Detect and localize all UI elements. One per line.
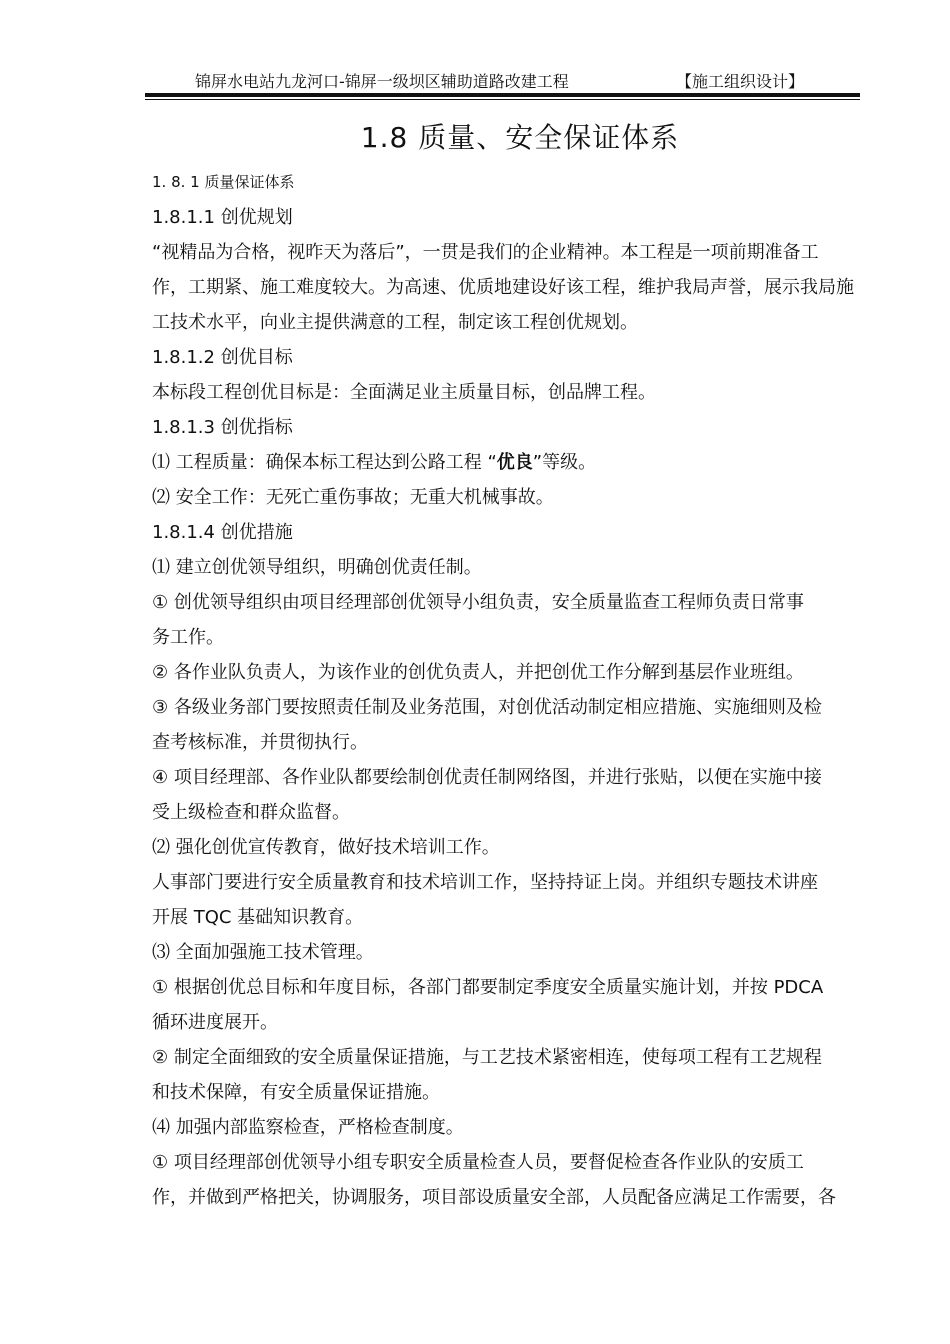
list-item: ① 根据创优总目标和年度目标，各部门都要制定季度安全质量实施计划，并按 PDCA [152,977,824,998]
subsection-heading: 1.8.1.1 创优规划 [152,207,293,228]
paragraph-line: 人事部门要进行安全质量教育和技术培训工作，坚持持证上岗。并组织专题技术讲座 [152,872,818,893]
header-doc-type: 【施工组织设计】 [675,72,804,91]
paragraph-line: 工技术水平，向业主提供满意的工程，制定该工程创优规划。 [152,312,638,333]
list-item: ⑵ 安全工作：无死亡重伤事故；无重大机械事故。 [152,487,554,508]
paragraph-line: “视精品为合格，视昨天为落后”，一贯是我们的企业精神。本工程是一项前期准备工 [152,242,819,263]
subsection-heading: 1.8.1.3 创优指标 [152,417,293,438]
subsection-heading: 1. 8. 1 质量保证体系 [152,173,295,191]
header-rule-thick [145,93,860,97]
list-item: ① 创优领导组织由项目经理部创优领导小组负责，安全质量监查工程师负责日常事 [152,592,804,613]
header-rule-thin [145,99,860,100]
paragraph-line: 务工作。 [152,627,224,648]
paragraph-line: 查考核标准，并贯彻执行。 [152,732,368,753]
paragraph-line: 作，工期紧、施工难度较大。为高速、优质地建设好该工程，维护我局声誉，展示我局施 [152,277,854,298]
list-item: ⑵ 强化创优宣传教育，做好技术培训工作。 [152,837,500,858]
document-body [152,165,857,1215]
paragraph-line: 作，并做到严格把关，协调服务，项目部设质量安全部，人员配备应满足工作需要，各 [152,1187,836,1208]
page-header [145,66,860,94]
list-item: ⑴ 建立创优领导组织，明确创优责任制。 [152,557,482,578]
list-item: ① 项目经理部创优领导小组专职安全质量检查人员，要督促检查各作业队的安质工 [152,1152,804,1173]
list-item [152,445,857,480]
list-item-text: ⑴ 工程质量：确保本标工程达到公路工程 “ [152,452,497,473]
list-item: ② 各作业队负责人，为该作业的创优负责人，并把创优工作分解到基层作业班组。 [152,662,804,683]
subsection-heading: 1.8.1.2 创优目标 [152,347,293,368]
bold-grade: 优良 [496,452,533,473]
paragraph-line: 循环进度展开。 [152,1012,278,1033]
list-item: ⑷ 加强内部监察检查，严格检查制度。 [152,1117,464,1138]
subsection-heading: 1.8.1.4 创优措施 [152,522,293,543]
list-item: ② 制定全面细致的安全质量保证措施，与工艺技术紧密相连，使每项工程有工艺规程 [152,1047,822,1068]
section-title: 1.8 质量、安全保证体系 [360,121,680,154]
paragraph-line: 受上级检查和群众监督。 [152,802,350,823]
paragraph-line: 和技术保障，有安全质量保证措施。 [152,1082,440,1103]
list-item: ④ 项目经理部、各作业队都要绘制创优责任制网络图，并进行张贴，以便在实施中接 [152,767,822,788]
list-item: ③ 各级业务部门要按照责任制及业务范围，对创优活动制定相应措施、实施细则及检 [152,697,822,718]
paragraph-line: 开展 TQC 基础知识教育。 [152,907,364,928]
list-item: ⑶ 全面加强施工技术管理。 [152,942,374,963]
header-project-name: 锦屏水电站九龙河口-锦屏一级坝区辅助道路改建工程 [195,72,569,91]
paragraph-line: 本标段工程创优目标是：全面满足业主质量目标，创品牌工程。 [152,382,656,403]
list-item-text: ”等级。 [532,452,597,473]
